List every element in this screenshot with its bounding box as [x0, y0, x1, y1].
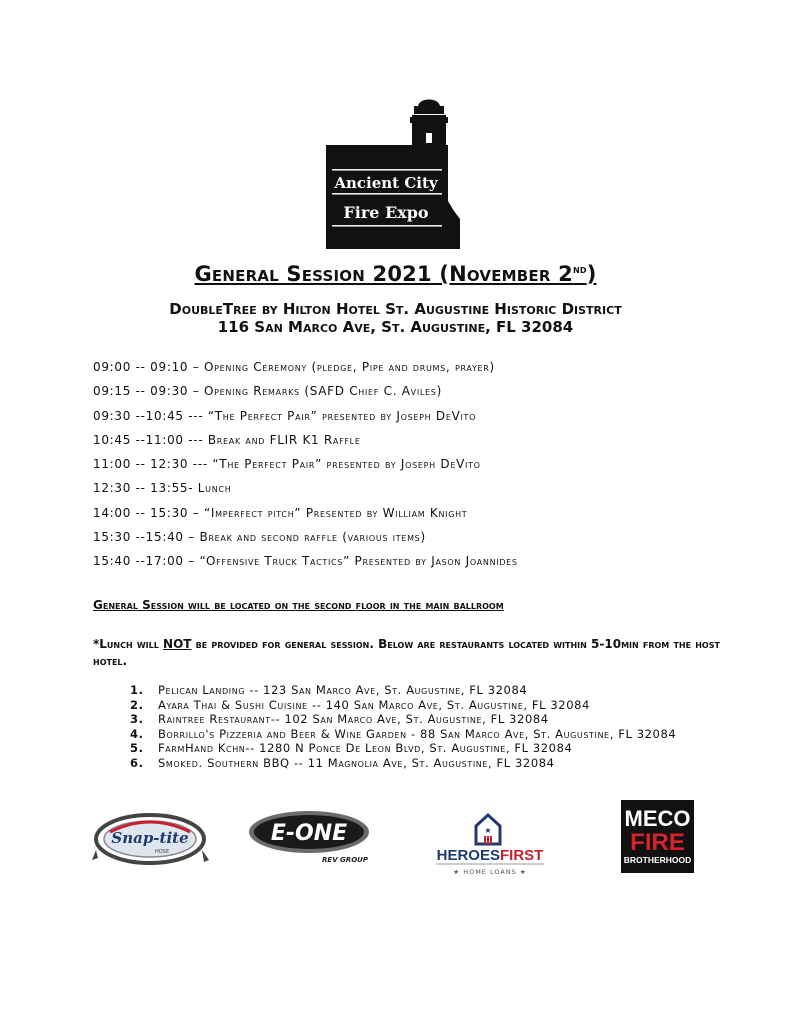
- ancient-city-fire-expo-logo: [326, 93, 466, 251]
- restaurant-item: 3. Raintree Restaurant-- 102 San Marco Ave, St. Augustine, FL 32084: [130, 712, 549, 726]
- restaurant-list: [130, 683, 710, 770]
- star-icon: ★: [484, 826, 492, 835]
- lunch-note: *Lunch will NOT be provided for general session. Below are restaurants located within 5-10min from the host hotel.: [93, 637, 720, 668]
- restaurant-item: 5. FarmHand Kchn-- 1280 N Ponce De Leon Blvd, St. Augustine, FL 32084: [130, 741, 573, 755]
- e-one-sub: REV GROUP: [322, 856, 368, 864]
- schedule-item: 15:30 --15:40 – Break and second raffle (various items): [93, 530, 426, 545]
- venue-address: 116 San Marco Ave, St. Augustine, FL 32084: [217, 318, 574, 336]
- restaurant-item: 1. Pelican Landing -- 123 San Marco Ave, St. Augustine, FL 32084: [130, 683, 528, 697]
- location-note: General Session will be located on the second floor in the main ballroom: [93, 598, 504, 612]
- schedule-item: 09:15 -- 09:30 – Opening Remarks (SAFD Chief C. Aviles): [93, 384, 442, 399]
- heroes-first-logo: [434, 812, 546, 878]
- snap-tite-sub: HOSE: [154, 849, 170, 855]
- schedule-list: [93, 360, 733, 579]
- snap-tite-name: Snap-tite: [111, 829, 189, 847]
- schedule-item: 14:00 -- 15:30 – “Imperfect pitch” Presented by William Knight: [93, 505, 468, 520]
- meco-line-2: FIRE: [630, 829, 685, 856]
- logo-line-1: Ancient City: [334, 174, 438, 192]
- schedule-item: 15:40 --17:00 – “Offensive Truck Tactics” Presented by Jason Joannides: [93, 554, 518, 569]
- restaurant-item: 2. Ayara Thai & Sushi Cuisine -- 140 San Marco Ave, St. Augustine, FL 32084: [130, 697, 590, 712]
- schedule-item: 11:00 -- 12:30 --- “The Perfect Pair” presented by Joseph DeVito: [93, 457, 481, 472]
- schedule-item: 10:45 --11:00 --- Break and FLIR K1 Raffle: [93, 432, 361, 447]
- heroes-first-name: HEROESFIRST: [436, 847, 544, 864]
- meco-line-1: MECO: [624, 806, 691, 831]
- restaurant-item: 6. Smoked. Southern BBQ -- 11 Magnolia Ave, St. Augustine, FL 32084: [130, 755, 555, 770]
- venue-block: [0, 300, 791, 336]
- e-one-name: E-ONE: [270, 821, 348, 846]
- venue-name: DoubleTree by Hilton Hotel St. Augustine Historic District: [169, 300, 622, 318]
- heroes-first-sub: ★ HOME LOANS ★: [453, 868, 527, 876]
- meco-line-3: BROTHERHOOD: [623, 855, 692, 865]
- logo-line-2: Fire Expo: [343, 203, 429, 222]
- snap-tite-logo: [92, 810, 210, 868]
- schedule-item: 09:00 -- 09:10 – Opening Ceremony (pledge, Pipe and drums, prayer): [93, 360, 495, 374]
- e-one-logo: [247, 808, 375, 868]
- schedule-item: 12:30 -- 13:55- Lunch: [93, 481, 232, 496]
- schedule-item: 09:30 --10:45 --- “The Perfect Pair” presented by Joseph DeVito: [93, 408, 477, 423]
- page-title: General Session 2021 (November 2nd): [194, 262, 597, 286]
- meco-fire-brotherhood-logo: [621, 800, 694, 873]
- restaurant-item: 4. Borrillo's Pizzeria and Beer & Wine Garden - 88 San Marco Ave, St. Augustine, FL 32084: [130, 726, 677, 741]
